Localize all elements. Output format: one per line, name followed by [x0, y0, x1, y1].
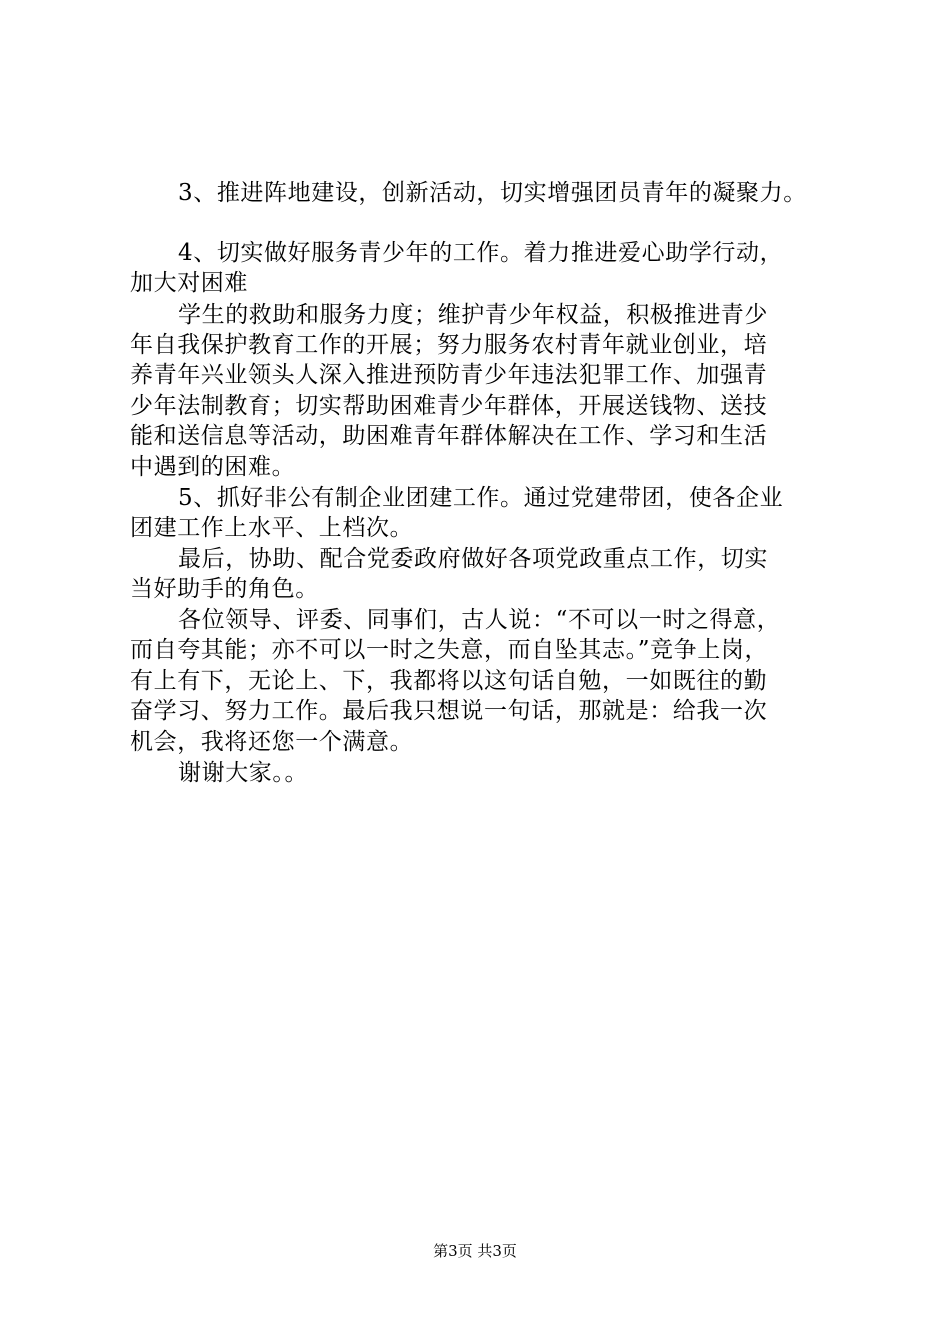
paragraph-line-1: 3、推进阵地建设，创新活动，切实增强团员青年的凝聚力。	[178, 180, 807, 206]
page-number-footer: 第3页 共3页	[433, 1242, 517, 1260]
paragraph-line-13: 当好助手的角色。	[130, 576, 319, 602]
paragraph-line-10: 5、抓好非公有制企业团建工作。通过党建带团，使各企业	[178, 485, 784, 511]
paragraph-line-18: 机会，我将还您一个满意。	[130, 729, 414, 755]
paragraph-line-4: 学生的救助和服务力度；维护青少年权益，积极推进青少	[178, 302, 768, 328]
paragraph-line-14: 各位领导、评委、同事们，古人说：“不可以一时之得意，	[178, 607, 781, 633]
paragraph-line-5: 年自我保护教育工作的开展；努力服务农村青年就业创业，培	[130, 332, 768, 358]
paragraph-line-11: 团建工作上水平、上档次。	[130, 515, 414, 541]
paragraph-line-6: 养青年兴业领头人深入推进预防青少年违法犯罪工作、加强青	[130, 362, 768, 388]
paragraph-line-2: 4、切实做好服务青少年的工作。着力推进爱心助学行动，	[178, 240, 784, 266]
paragraph-line-7: 少年法制教育；切实帮助困难青少年群体，开展送钱物、送技	[130, 393, 768, 419]
paragraph-line-12: 最后，协助、配合党委政府做好各项党政重点工作，切实	[178, 546, 768, 572]
paragraph-line-9: 中遇到的困难。	[130, 454, 296, 480]
paragraph-line-16: 有上有下，无论上、下，我都将以这句话自勉，一如既往的勤	[130, 668, 768, 694]
paragraph-line-17: 奋学习、努力工作。最后我只想说一句话，那就是：给我一次	[130, 698, 768, 724]
paragraph-line-3: 加大对困难	[130, 270, 248, 296]
paragraph-line-15: 而自夸其能；亦不可以一时之失意，而自坠其志。”竞争上岗，	[130, 637, 769, 663]
paragraph-line-8: 能和送信息等活动，助困难青年群体解决在工作、学习和生活	[130, 423, 768, 449]
paragraph-line-19: 谢谢大家。。	[178, 760, 309, 786]
